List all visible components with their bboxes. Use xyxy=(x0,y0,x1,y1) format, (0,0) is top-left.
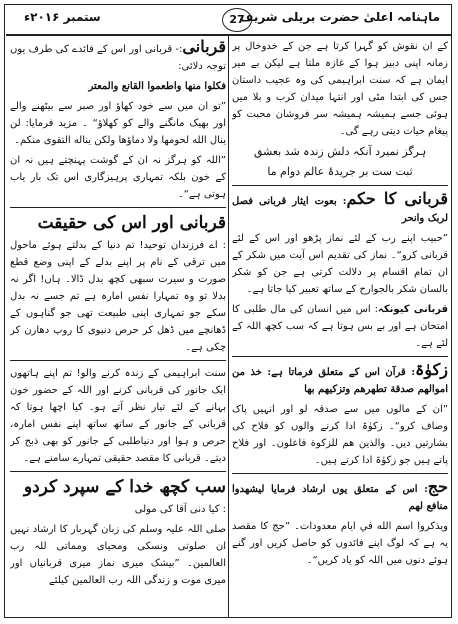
label-qurbani-kyunki: قربانی کیونکہ xyxy=(378,304,448,315)
divider xyxy=(232,473,448,474)
paragraph-qurbani-2: ”اللہ کو ہرگز نہ ان کے گوشت پہنچتے ہیں نہ ان کے خون بلکہ تمہاری پرہیزگاری اس تک بار یاب ہوتی ہے“۔ xyxy=(10,155,226,200)
section-qurbani-hukm xyxy=(232,190,448,227)
paragraph-qurbani-kyunki xyxy=(232,301,448,352)
heading-ayah: : بعوت ایثار قربانی فصل لربک وانحر xyxy=(232,196,448,224)
zakat-ayah: : قرآن اس کے متعلق فرماتا ہے: خذ من اموالهم صدقة تطهرهم وتزكيهم بها xyxy=(232,367,448,395)
heading-hajj: حج xyxy=(427,477,448,496)
paragraph-qurbani-1: ”تو ان میں سے خود کھاؤ اور صبر سے بیٹھنے والے اور بھیک مانگنے والے کو کھلاؤ“ ۔ مزید فرمایا: لن ينال الله لحومها ولا دماؤها ولكن يناله التقوى منكم۔ xyxy=(10,101,226,146)
intro-paragraph: کے ان نقوش کو گہرا کرتا ہے جن کے خدوخال پر زمانہ اپنی دبیز ہوا کے غازہ ملتا ہے لیکن بے میر ایمان ہے کہ سنت ابراہیمی کی وہ عجیب داستان جس کی ابتدا مٹی اور انتہا میدان کرب و بلا میں ہوئی جسے ہمیشہ ہمیشہ سر فروشان محبت کو پیغام حیات دیتی رہے گی۔ xyxy=(232,41,448,137)
paragraph-haqiqat-1: : اے فرزندان توحید! تم دنیا کے بدلتے ہوئے ماحول میں ترقی کے نام پر اپنے بدلے کے اپنی وضع قطع صورت و سیرت سبھی کچھ بدل ڈالا۔ ہاں! اگر نہ بدلا تو وہ تمہارا نفس امارہ ہے تم جسے نہ بدل سکے جو تمہاری اپنی طبیعت تھی جو گناہوں کے ڈھانچے میں ڈھل کر حرص دنیوی کا روپ دھارن کر چکی ہے۔ xyxy=(10,240,226,353)
paragraph-hajj: ويذكروا اسم الله في ايام معدودات۔ ”حج کا مقصد یہ ہے کہ لوگ اپنے فائدوں کو حاصل کریں اور گنے ہوئے دنوں میں اللہ کو یاد کریں“۔ xyxy=(232,521,448,566)
text-qurbani-kyunki: : اس میں انسان کی مال طلبی کا امتحان ہے اور بے بس ہوتا ہے کہ سب کچھ اللہ کے لئے ہے۔ xyxy=(232,304,448,349)
section-hajj xyxy=(232,478,448,515)
heading-zakat: زکوٰۃ xyxy=(415,360,448,379)
magazine-title: ماہنامہ اعلیٰ حضرت بریلی شریف xyxy=(239,10,440,24)
ayah-fakulu: فكلوا منها واطعموا القانع والمعتر xyxy=(88,81,226,92)
paragraph-hukm-body: ”حبیب اپنے رب کے لئے نماز پڑھو اور اس کے لئے قربانی کرو“۔ نماز کی تقدیم اس آیت میں شکر کے ان تمام اقسام پر دلالت کرتی ہے جن کو شکر بالسان شکر بالجوارح کے ساتھ تعبیر کیا جاتا ہے۔ xyxy=(232,233,448,295)
divider xyxy=(232,356,448,357)
divider xyxy=(10,207,226,208)
heading-qurbani-ka-hukm: قربانی کا حکم xyxy=(346,189,448,208)
left-column xyxy=(10,38,226,592)
issue-date: ستمبر ۲۰۱۶ء xyxy=(24,10,101,24)
hajj-ayah: : اس کے متعلق یوں ارشاد فرمایا ليشهدوا منافع لهم xyxy=(232,484,448,512)
heading-qurbani: قربانی xyxy=(182,38,226,56)
section-zakat xyxy=(232,361,448,398)
page-number: 27 xyxy=(222,8,252,32)
divider xyxy=(232,185,448,186)
divider xyxy=(10,471,226,472)
paragraph-haqiqat-2: سنت ابراہیمی کے زندہ کرنے والو! تم اپنے ہاتھوں ایک جانور کی قربانی کرنے اور اللہ کے حضور خون بہانے کے لئے تیار نظر آتے ہو۔ کیا اچھا ہوتا کہ قربانی کے جانور کے ساتھ ساتھ اپنے نفس امارہ، حرص و ہوا اور دنیاطلبی کے جانور کو بھی ذبح کر دیتے۔ قربانی کا مقصد حقیقی تمہارے سامنے ہے۔ xyxy=(10,368,226,464)
column-divider xyxy=(228,36,229,618)
heading-qurbani-text: :- قربانی اور اس کے فائدے کی طرف یوں توجہ دلائی: xyxy=(10,44,226,72)
heading-qurbani-haqiqat: قربانی اور اس کی حقیقت xyxy=(37,213,226,233)
heading-sab-kuch-khuda: سب کچھ خدا کے سپرد کردو xyxy=(23,477,226,497)
poem-line-1: ہرگز نمیرد آنکہ دلش زندہ شد بعشق xyxy=(253,145,427,158)
page-header xyxy=(6,6,452,36)
right-column xyxy=(232,38,448,572)
paragraph-sab-kuch-intro: : کیا دنی آقا کی مولی xyxy=(134,504,226,515)
poem-line-2: ثبت ست بر جریدۂ عالم دوام ما xyxy=(267,165,413,178)
section-qurbani xyxy=(10,38,226,75)
paragraph-zakat: ”ان کے مالوں میں سے صدقہ لو اور انہیں پاک وصاف کرو“۔ زکوٰۃ ادا کرنے والوں کو فلاح کی بشارتیں دیں۔ والذين هم للزكوة فاعلون۔ اور فلاح پاتے ہیں جو زکوٰۃ ادا کرتے ہیں۔ xyxy=(232,404,448,466)
divider xyxy=(10,360,226,361)
paragraph-sab-kuch: صلی اللہ علیہ وسلم کی زبان گہربار کا ارشاد نہیں ان صلوتی ونسکی ومحیای ومماتی للہ رب العالمین۔ ”بیشک میری نماز میری قربانیاں اور میری موت و زندگی اللہ رب العالمین کیلئے xyxy=(10,524,226,586)
